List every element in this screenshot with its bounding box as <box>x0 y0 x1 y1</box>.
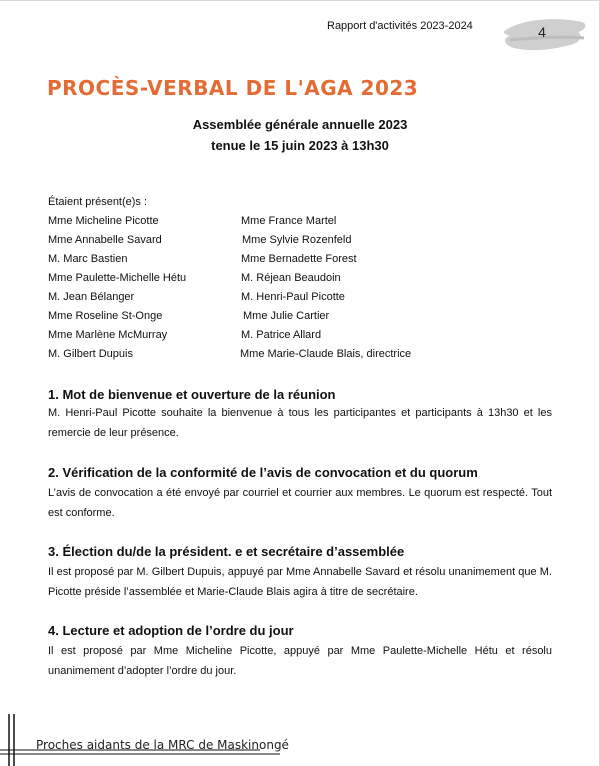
section-body: Il est proposé par Mme Micheline Picotte, appuyé par Mme Paulette-Michelle Hétu et résolu unanimement d’adopter l’ordre du jour. <box>48 645 552 677</box>
meeting-date: tenue le 15 juin 2023 à 13h30 <box>211 138 389 153</box>
attendee-name: Mme Sylvie Rozenfeld <box>242 234 352 246</box>
meeting-name: Assemblée générale annuelle 2023 <box>192 117 408 132</box>
report-header-title: Rapport d'activités 2023-2024 <box>327 20 473 32</box>
page-border-top <box>0 0 600 1</box>
section-body: M. Henri-Paul Picotte souhaite la bienvenue à tous les participantes et participants à 13h30 et les remercie de leur présence. <box>48 407 552 439</box>
attendee-name: M. Henri-Paul Picotte <box>241 291 345 303</box>
attendee-name: Mme Annabelle Savard <box>48 234 162 246</box>
page-title: PROCÈS-VERBAL DE L'AGA 2023 <box>47 76 419 100</box>
attendee-name: M. Marc Bastien <box>48 253 128 265</box>
attendee-name: Mme Bernadette Forest <box>241 253 357 265</box>
section-heading: 1. Mot de bienvenue et ouverture de la réunion <box>48 387 336 402</box>
section-heading: 4. Lecture et adoption de l’ordre du jour <box>48 623 294 638</box>
attendee-name: M. Gilbert Dupuis <box>48 348 133 360</box>
attendee-name: M. Réjean Beaudoin <box>241 272 341 284</box>
attendee-name: Mme Roseline St-Onge <box>48 310 163 322</box>
footer-organization: Proches aidants de la MRC de Maskinongé <box>36 738 289 752</box>
attendee-name: M. Jean Bélanger <box>48 291 135 303</box>
attendee-name: Mme Julie Cartier <box>243 310 330 322</box>
attendee-name: Mme Marlène McMurray <box>48 329 168 341</box>
attendee-name: Mme Micheline Picotte <box>48 215 159 227</box>
attendee-name: Mme France Martel <box>241 215 337 227</box>
attendee-name: Mme Paulette-Michelle Hétu <box>48 272 187 284</box>
section-heading: 3. Élection du/de la président. e et secrétaire d’assemblée <box>48 544 405 559</box>
attendance-label: Étaient présent(e)s : <box>48 196 148 208</box>
attendee-name: M. Patrice Allard <box>241 329 322 341</box>
section-body: L’avis de convocation a été envoyé par courriel et courrier aux membres. Le quorum est respecté. Tout est conforme. <box>48 487 552 519</box>
page-number: 4 <box>538 24 546 40</box>
attendee-name: Mme Marie-Claude Blais, directrice <box>240 348 412 360</box>
page-number-badge <box>500 14 590 56</box>
section-body: Il est proposé par M. Gilbert Dupuis, appuyé par Mme Annabelle Savard et résolu unanimement que M. Picotte préside l’assemblée et Marie-Claude Blais agira à titre de secrétaire. <box>48 566 552 598</box>
section-heading: 2. Vérification de la conformité de l’avis de convocation et du quorum <box>48 465 478 480</box>
